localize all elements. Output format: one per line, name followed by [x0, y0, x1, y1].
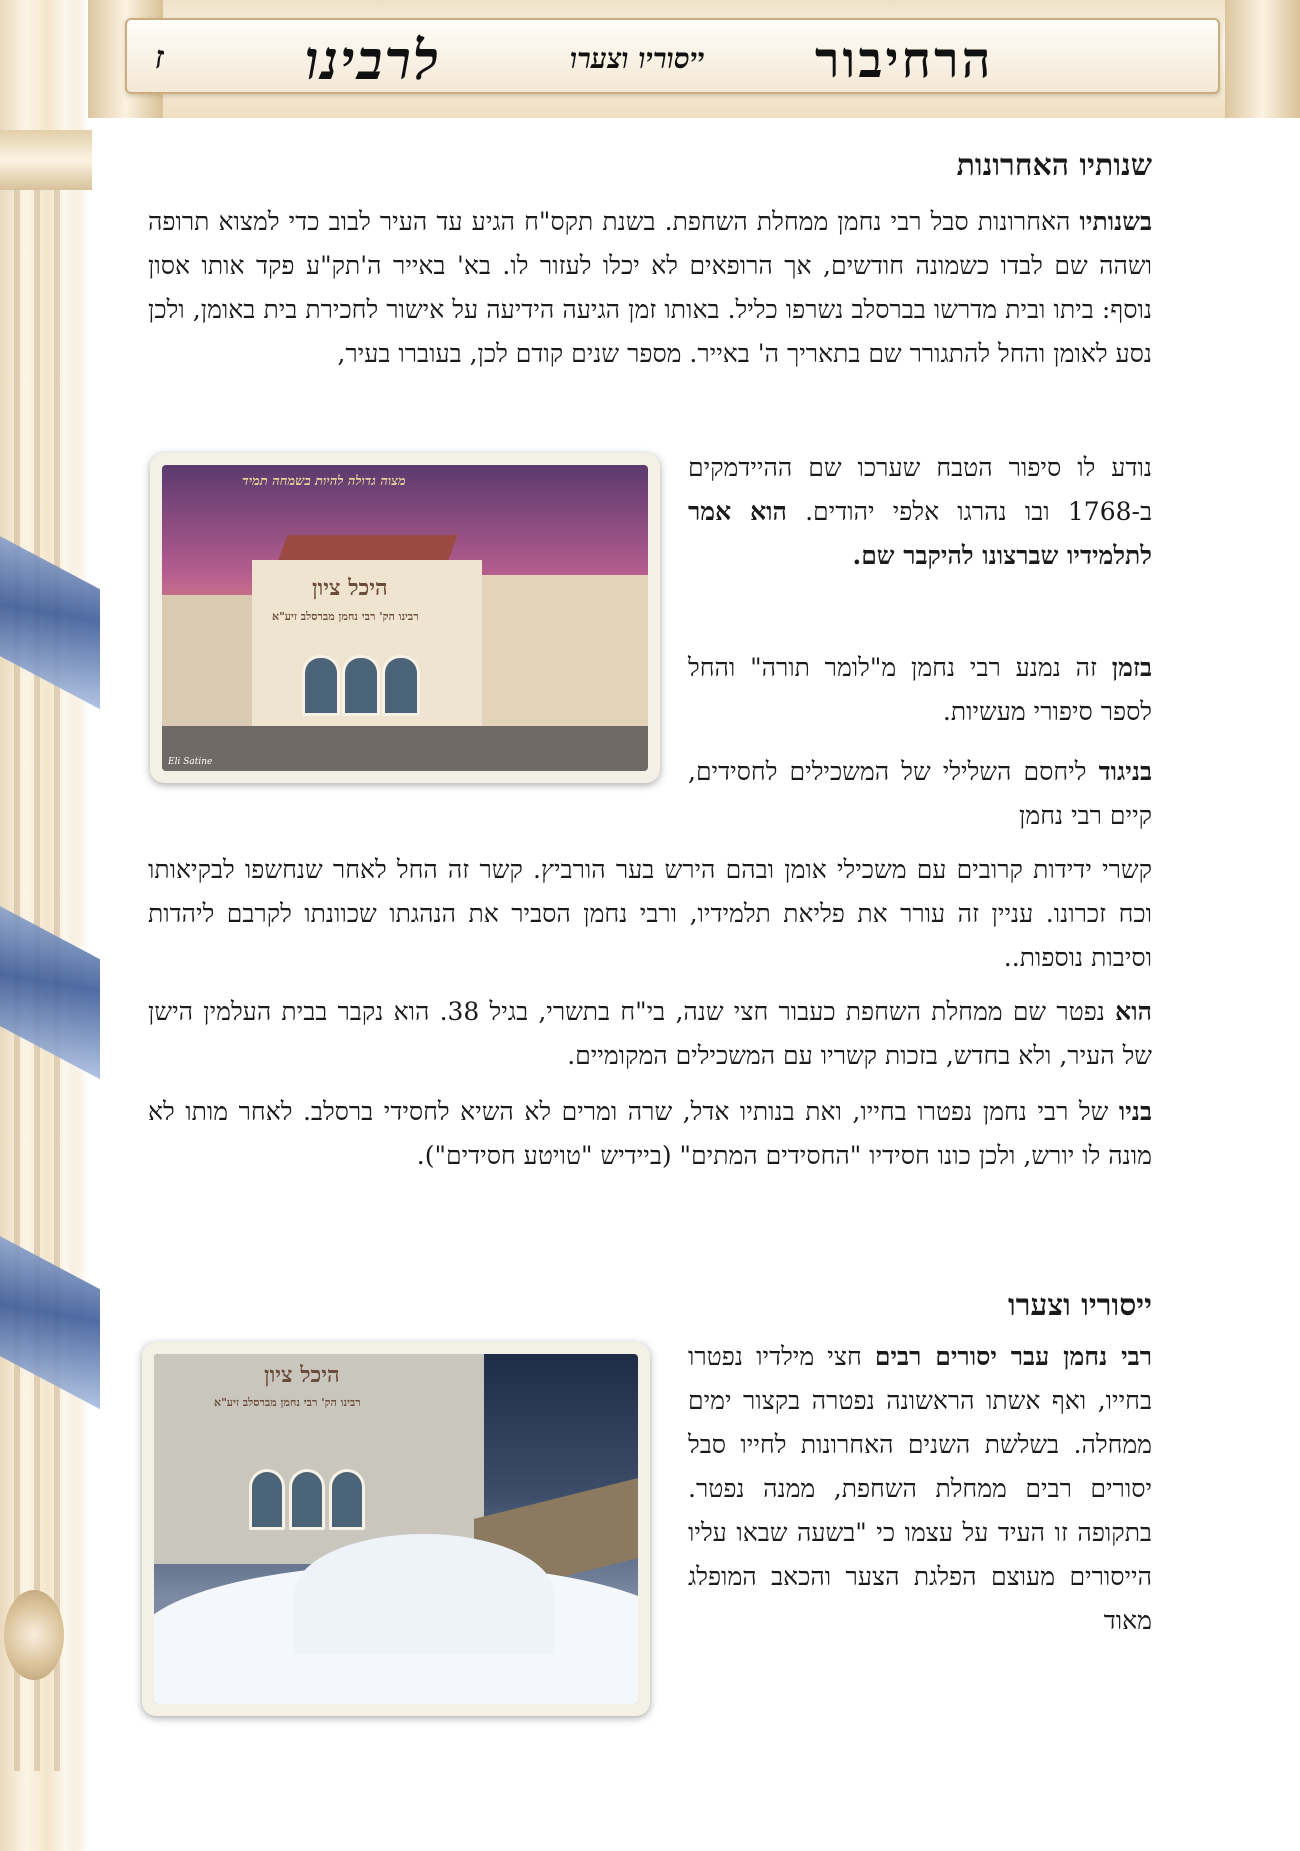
paragraph-text: של רבי נחמן נפטרו בחייו, ואת בנותיו אדל, שרה ומרים לא השיא לחסידי ברסלב. לאחר מותו לא מונה לו יורש, ולכן כונו חסידיו "החסידים המתים" (ביידיש "טויטע חסידים").	[148, 1097, 1152, 1170]
paragraph	[148, 1090, 1152, 1178]
paragraph-side	[688, 1335, 1152, 1643]
paragraph-text: קשרי ידידות קרובים עם משכילי אומן ובהם הירש בער הורביץ. קשר זה החל לאחר שנחשפו לבקיאותו וכח זכרונו. עניין זה עורר את פליאת תלמידיו, ורבי נחמן הסביר את הנהגתו שכוונתו לקרבם ליהדות וסיבות נוספות..	[148, 855, 1152, 972]
paragraph	[148, 848, 1152, 980]
paragraph-lead: בשנותיו	[1079, 207, 1152, 236]
paragraph-lead: רבי נחמן עבר יסורים רבים	[874, 1342, 1152, 1371]
photo-frame	[154, 1354, 638, 1704]
sign-title: היכל ציון	[312, 575, 388, 601]
paragraph-text: האחרונות סבל רבי נחמן ממחלת השחפת. בשנת תקס"ח הגיע עד העיר לבוב כדי למצוא תרופה ושהה שם לבדו כשמונה חודשים, אך הרופאים לא יכלו לעזור לו. בא' באייר ה'תק"ע פקד אותו אסון נוסף: ביתו ובית מדרשו בברסלב נשרפו כליל. באותו זמן הגיעה הידיעה על אישור לחכירת בית באומן, ולכן נסע לאומן והחל להתגורר שם בתאריך ה' באייר. מספר שנים קודם לכן, בעוברו בעיר,	[148, 207, 1152, 368]
header-title: הרחיבור	[815, 30, 994, 89]
window	[249, 1469, 285, 1530]
paragraph-lead: בזמן	[1111, 653, 1152, 682]
banner-pillar-right	[1225, 0, 1300, 118]
paragraph-emphasis: הוא אמר לתלמידיו שברצונו להיקבר שם.	[688, 497, 1152, 570]
sign-title: היכל ציון	[264, 1362, 340, 1388]
snow-drift	[294, 1534, 554, 1654]
header-brand: לרבינו	[305, 28, 441, 92]
photo-building-snow	[142, 1342, 650, 1716]
paragraph-text: ליחסם השלילי של המשכילים לחסידים, קיים רבי נחמן	[688, 757, 1152, 830]
window	[329, 1469, 365, 1530]
column-capital	[0, 130, 92, 190]
paragraph-side	[688, 446, 1152, 578]
section-heading: שנותיו האחרונות	[956, 148, 1152, 183]
section-heading: ייסוריו וצערו	[1008, 1288, 1152, 1323]
building-wing	[162, 595, 252, 745]
paragraph	[688, 646, 1152, 734]
paragraph-text: נודע לו סיפור הטבח שערכו שם ההיידמקים ב-1768 ובו נהרגו אלפי יהודים.	[688, 453, 1153, 526]
window	[289, 1469, 325, 1530]
paragraph-text: חצי מילדיו נפטרו בחייו, ואף אשתו הראשונה נפטרה בקצור ימים ממחלה. בשלשת השנים האחרונות לחייו סבל יסורים רבים ממחלת השחפת, ממנה נפטר. בתקופה זו העיד על עצמו כי "בשעה שבאו עליו הייסורים מעוצם הפלגת הצער והכאב המופלג מאוד	[688, 1342, 1152, 1635]
medallion-ornament	[4, 1590, 64, 1680]
sign-slogan: מצוה גדולה להיות בשמחה תמיד	[242, 474, 406, 489]
paragraph	[148, 200, 1152, 376]
window	[382, 655, 420, 716]
photo-frame	[162, 465, 648, 771]
street	[162, 726, 648, 771]
paragraph	[148, 990, 1152, 1078]
building-side	[482, 575, 648, 745]
window	[342, 655, 380, 716]
photo-building-sunset	[150, 453, 660, 783]
page-number: ז	[155, 38, 164, 76]
photo-credit: Eli Satine	[168, 757, 213, 767]
paragraph-lead: בניו	[1118, 1097, 1152, 1126]
sign-subtitle: רבינו הק' רבי נחמן מברסלב זיע"א	[272, 610, 419, 623]
paragraph-lead: בניגוד	[1098, 757, 1152, 786]
header-section: ייסוריו וצערו	[570, 42, 705, 75]
paragraph-text: נפטר שם ממחלת השחפת כעבור חצי שנה, בי"ח בתשרי, בגיל 38. הוא נקבר בבית העלמין הישן של העיר, ולא בחדש, בזכות קשריו עם המשכילים המקומיים.	[148, 997, 1152, 1070]
window	[302, 655, 340, 716]
paragraph-lead: הוא	[1115, 997, 1153, 1026]
paragraph-side	[688, 750, 1152, 838]
paragraph-text: זה נמנע רבי נחמן מ"לומר תורה" והחל לספר סיפורי מעשיות.	[688, 653, 1152, 726]
sign-subtitle: רבינו הק' רבי נחמן מברסלב זיע"א	[214, 1396, 361, 1409]
